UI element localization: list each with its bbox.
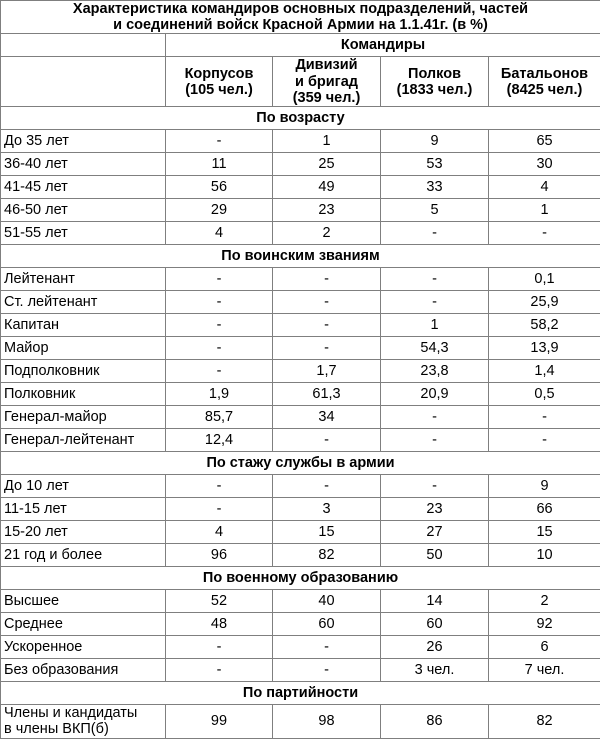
column-header-line-1: Батальонов: [500, 65, 589, 82]
cell-value: 58,2: [489, 314, 600, 337]
cell-value: 30: [489, 153, 600, 176]
column-header-line-1: Дивизий: [295, 57, 358, 74]
row-label: 51-55 лет: [1, 222, 166, 245]
header-label-blank: [1, 57, 166, 107]
cell-value: -: [273, 636, 381, 659]
cell-value: 4: [489, 176, 600, 199]
cell-value: 1,9: [166, 383, 273, 406]
cell-value: 25: [273, 153, 381, 176]
table-row: [1, 153, 600, 176]
row-label: Без образования: [1, 659, 166, 682]
table-body: [1, 1, 600, 739]
column-header-2: [273, 57, 381, 107]
cell-value: -: [166, 268, 273, 291]
table-row: [1, 268, 600, 291]
table-row: [1, 475, 600, 498]
cell-value: -: [381, 268, 489, 291]
cell-value: 11: [166, 153, 273, 176]
table-row: [1, 291, 600, 314]
cell-value: 4: [166, 521, 273, 544]
cell-value: -: [166, 314, 273, 337]
table-row: [1, 521, 600, 544]
cell-value: -: [489, 222, 600, 245]
cell-value: 61,3: [273, 383, 381, 406]
cell-value: -: [273, 291, 381, 314]
cell-value: 2: [273, 222, 381, 245]
table-row: [1, 199, 600, 222]
row-label: Полковник: [1, 383, 166, 406]
section-heading: По воинским званиям: [1, 245, 600, 268]
cell-value: -: [166, 475, 273, 498]
cell-value: 3 чел.: [381, 659, 489, 682]
column-header-line-2: (8425 чел.): [506, 81, 583, 98]
cell-value: 82: [489, 705, 600, 738]
cell-value: -: [273, 314, 381, 337]
cell-value: 3: [273, 498, 381, 521]
cell-value: 99: [166, 705, 273, 738]
cell-value: 20,9: [381, 383, 489, 406]
row-label: [1, 705, 166, 738]
table-row: [1, 659, 600, 682]
section-heading: По возрасту: [1, 107, 600, 130]
cell-value: 60: [381, 613, 489, 636]
cell-value: 1,7: [273, 360, 381, 383]
table-row: [1, 383, 600, 406]
cell-value: -: [489, 406, 600, 429]
row-label: До 35 лет: [1, 130, 166, 153]
cell-value: 34: [273, 406, 381, 429]
cell-value: 26: [381, 636, 489, 659]
table-row: [1, 222, 600, 245]
row-label: Капитан: [1, 314, 166, 337]
cell-value: -: [381, 475, 489, 498]
row-label: 46-50 лет: [1, 199, 166, 222]
cell-value: 86: [381, 705, 489, 738]
cell-value: 85,7: [166, 406, 273, 429]
cell-value: -: [166, 337, 273, 360]
title-line-1: Характеристика командиров основных подразделений, частей: [72, 1, 529, 17]
cell-value: 23,8: [381, 360, 489, 383]
cell-value: -: [166, 130, 273, 153]
table-row: [1, 544, 600, 567]
cell-value: -: [166, 659, 273, 682]
cell-value: 66: [489, 498, 600, 521]
header-group-commanders: Командиры: [166, 34, 600, 57]
cell-value: 23: [381, 498, 489, 521]
table-row: [1, 613, 600, 636]
page-title: [1, 1, 600, 34]
section-heading: По партийности: [1, 682, 600, 705]
cell-value: 0,1: [489, 268, 600, 291]
section-header-row: [1, 682, 600, 705]
group-header-row: [1, 34, 600, 57]
cell-value: 12,4: [166, 429, 273, 452]
cell-value: 92: [489, 613, 600, 636]
cell-value: 48: [166, 613, 273, 636]
cell-value: 2: [489, 590, 600, 613]
section-header-row: [1, 452, 600, 475]
column-header-row: [1, 57, 600, 107]
table-row: [1, 130, 600, 153]
cell-value: 1: [381, 314, 489, 337]
table-row: [1, 498, 600, 521]
cell-value: 1: [489, 199, 600, 222]
cell-value: 54,3: [381, 337, 489, 360]
cell-value: 10: [489, 544, 600, 567]
row-label: 36-40 лет: [1, 153, 166, 176]
row-label: Среднее: [1, 613, 166, 636]
table-row: [1, 337, 600, 360]
row-label: Ускоренное: [1, 636, 166, 659]
table-row: [1, 636, 600, 659]
row-label: Лейтенант: [1, 268, 166, 291]
cell-value: -: [489, 429, 600, 452]
cell-value: -: [166, 291, 273, 314]
cell-value: -: [166, 636, 273, 659]
cell-value: 6: [489, 636, 600, 659]
row-label-line-1: Члены и кандидаты: [4, 705, 138, 722]
column-header-line-1: Корпусов: [184, 65, 254, 82]
title-line-2: и соединений войск Красной Армии на 1.1.41г. (в %): [113, 17, 488, 34]
cell-value: 0,5: [489, 383, 600, 406]
section-header-row: [1, 107, 600, 130]
cell-value: 15: [273, 521, 381, 544]
cell-value: -: [273, 337, 381, 360]
table-row: [1, 360, 600, 383]
cell-value: -: [381, 291, 489, 314]
cell-value: -: [381, 406, 489, 429]
section-heading: По стажу службы в армии: [1, 452, 600, 475]
cell-value: 53: [381, 153, 489, 176]
cell-value: -: [381, 429, 489, 452]
row-label: Генерал-лейтенант: [1, 429, 166, 452]
cell-value: 40: [273, 590, 381, 613]
cell-value: 15: [489, 521, 600, 544]
cell-value: 82: [273, 544, 381, 567]
row-label: 11-15 лет: [1, 498, 166, 521]
cell-value: 9: [489, 475, 600, 498]
table-row: [1, 406, 600, 429]
cell-value: 4: [166, 222, 273, 245]
table-row: [1, 314, 600, 337]
table-row: [1, 705, 600, 738]
cell-value: 5: [381, 199, 489, 222]
table-row: [1, 590, 600, 613]
cell-value: -: [166, 498, 273, 521]
column-header-3: [381, 57, 489, 107]
column-header-line-2: (1833 чел.): [396, 81, 473, 98]
cell-value: 1,4: [489, 360, 600, 383]
cell-value: 49: [273, 176, 381, 199]
row-label: До 10 лет: [1, 475, 166, 498]
column-header-line-2: и бригад: [295, 73, 358, 90]
cell-value: -: [273, 268, 381, 291]
column-header-line-2: (105 чел.): [185, 81, 253, 98]
cell-value: 27: [381, 521, 489, 544]
cell-value: 65: [489, 130, 600, 153]
cell-value: 23: [273, 199, 381, 222]
title-row: [1, 1, 600, 34]
section-header-row: [1, 245, 600, 268]
row-label: Генерал-майор: [1, 406, 166, 429]
cell-value: 56: [166, 176, 273, 199]
cell-value: -: [166, 360, 273, 383]
row-label: Майор: [1, 337, 166, 360]
row-label: Ст. лейтенант: [1, 291, 166, 314]
row-label-line-2: в члены ВКП(б): [4, 721, 109, 738]
cell-value: 25,9: [489, 291, 600, 314]
row-label: 15-20 лет: [1, 521, 166, 544]
cell-value: -: [273, 475, 381, 498]
cell-value: 98: [273, 705, 381, 738]
row-label: Подполковник: [1, 360, 166, 383]
row-label: Высшее: [1, 590, 166, 613]
cell-value: -: [273, 429, 381, 452]
cell-value: 9: [381, 130, 489, 153]
column-header-4: [489, 57, 600, 107]
cell-value: -: [381, 222, 489, 245]
cell-value: -: [273, 659, 381, 682]
cell-value: 14: [381, 590, 489, 613]
row-label: 41-45 лет: [1, 176, 166, 199]
cell-value: 52: [166, 590, 273, 613]
cell-value: 13,9: [489, 337, 600, 360]
section-heading: По военному образованию: [1, 567, 600, 590]
cell-value: 60: [273, 613, 381, 636]
cell-value: 96: [166, 544, 273, 567]
column-header-line-3: (359 чел.): [292, 89, 361, 106]
cell-value: 29: [166, 199, 273, 222]
row-label: 21 год и более: [1, 544, 166, 567]
cell-value: 33: [381, 176, 489, 199]
cell-value: 1: [273, 130, 381, 153]
cell-value: 50: [381, 544, 489, 567]
table-row: [1, 176, 600, 199]
header-corner-blank: [1, 34, 166, 57]
cell-value: 7 чел.: [489, 659, 600, 682]
section-header-row: [1, 567, 600, 590]
column-header-line-1: Полков: [408, 65, 461, 82]
table-row: [1, 429, 600, 452]
column-header-1: [166, 57, 273, 107]
